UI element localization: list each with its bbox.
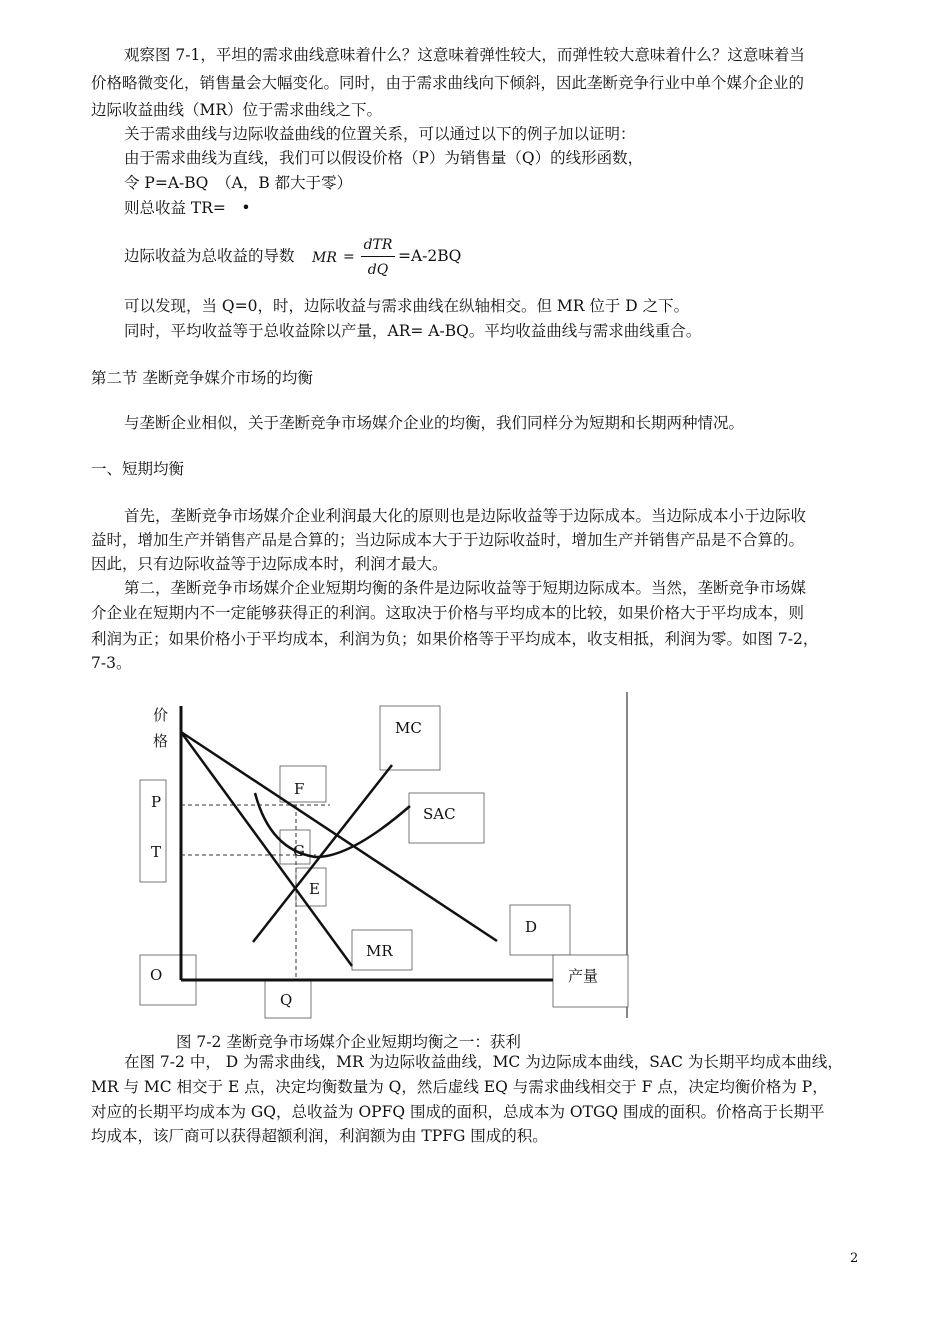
text-line: 均成本，该厂商可以获得超额利润，利润额为由 TPFG 围成的积。 bbox=[91, 1127, 548, 1145]
text-line: 第二，垄断竞争市场媒介企业短期均衡的条件是边际收益等于短期边际成本。当然，垄断竞争市场媒 bbox=[124, 579, 807, 597]
mr-symbol: MR bbox=[312, 250, 337, 266]
x-axis-label: 产量 bbox=[568, 967, 599, 985]
tick-label-t: T bbox=[151, 843, 162, 861]
figure-caption: 图 7-2 垄断竞争市场媒介企业短期均衡之一：获利 bbox=[176, 1033, 521, 1051]
d-label: D bbox=[525, 918, 538, 936]
text-line: 边际收益曲线（MR）位于需求曲线之下。 bbox=[91, 101, 383, 119]
text-line: 与垄断企业相似，关于垄断竞争市场媒介企业的均衡，我们同样分为短期和长期两种情况。 bbox=[124, 414, 745, 432]
point-f-label: F bbox=[294, 780, 305, 798]
text-line: 关于需求曲线与边际收益曲线的位置关系，可以通过以下的例子加以证明： bbox=[124, 125, 636, 143]
y-axis-label: 价 bbox=[153, 706, 169, 724]
page-number: 2 bbox=[850, 1251, 859, 1266]
text-line: 因此，只有边际收益等于边际成本时，利润才最大。 bbox=[91, 555, 448, 573]
subsection-heading: 一、短期均衡 bbox=[91, 460, 185, 478]
sac-label: SAC bbox=[423, 805, 456, 823]
text-line: MR 与 MC 相交于 E 点，决定均衡数量为 Q，然后虚线 EQ 与需求曲线相交于 F 点，决定均衡价格为 P， bbox=[91, 1078, 828, 1096]
text-line: 观察图 7-1，平坦的需求曲线意味着什么？这意味着弹性较大，而弹性较大意味着什么？这意味着当 bbox=[124, 46, 805, 64]
text-line: 利润为正；如果价格小于平均成本，利润为负；如果价格等于平均成本，收支相抵，利润为零。如图 7-2， bbox=[91, 630, 819, 648]
fraction-numerator: dTR bbox=[363, 237, 393, 253]
text-line: 对应的长期平均成本为 GQ，总收益为 OPFQ 围成的面积，总成本为 OTGQ 围成的面积。价格高于长期平 bbox=[91, 1103, 825, 1121]
fraction-denominator: dQ bbox=[367, 262, 389, 278]
text-line: 则总收益 TR= • bbox=[124, 199, 251, 217]
origin-label: O bbox=[150, 966, 163, 984]
mc-label: MC bbox=[395, 719, 422, 737]
text-line: 7-3。 bbox=[91, 654, 132, 672]
text-line: 可以发现，当 Q=0，时，边际收益与需求曲线在纵轴相交。但 MR 位于 D 之下。 bbox=[124, 297, 690, 315]
text-line: 首先，垄断竞争市场媒介企业利润最大化的原则也是边际收益等于边际成本。当边际成本小于边际收 bbox=[124, 507, 807, 525]
mr-label: MR bbox=[366, 942, 393, 960]
point-g-label: G bbox=[293, 842, 305, 860]
tick-label-q: Q bbox=[280, 991, 293, 1009]
mr-equals: = bbox=[343, 249, 355, 265]
sac-curve bbox=[255, 793, 410, 857]
text-line: 介企业在短期内不一定能够获得正的利润。这取决于价格与平均成本的比较，如果价格大于平均成本，则 bbox=[91, 604, 805, 622]
label-box-mc bbox=[380, 706, 440, 770]
text-line: 在图 7-2 中， D 为需求曲线，MR 为边际收益曲线，MC 为边际成本曲线，SAC 为长期平均成本曲线， bbox=[124, 1053, 843, 1071]
text-line: 益时，增加生产并销售产品是合算的；当边际成本大于于边际收益时，增加生产并销售产品是不合算的。 bbox=[91, 531, 805, 549]
text-line: 令 P=A-BQ （A，B 都大于零） bbox=[124, 174, 353, 192]
tick-label-p: P bbox=[151, 793, 162, 811]
mr-formula-suffix: =A-2BQ bbox=[398, 247, 462, 265]
mr-formula-prefix: 边际收益为总收益的导数 bbox=[124, 247, 295, 265]
section-heading: 第二节 垄断竞争媒介市场的均衡 bbox=[91, 369, 313, 387]
label-box-d bbox=[510, 905, 570, 955]
text-line: 由于需求曲线为直线，我们可以假设价格（P）为销售量（Q）的线形函数， bbox=[124, 149, 644, 167]
text-line: 同时，平均收益等于总收益除以产量，AR= A-BQ。平均收益曲线与需求曲线重合。 bbox=[124, 322, 702, 340]
point-e-label: E bbox=[309, 880, 320, 898]
y-axis-label: 格 bbox=[153, 732, 169, 750]
text-line: 价格略微变化，销售量会大幅变化。同时，由于需求曲线向下倾斜，因此垄断竞争行业中单个媒介企业的 bbox=[91, 74, 805, 92]
